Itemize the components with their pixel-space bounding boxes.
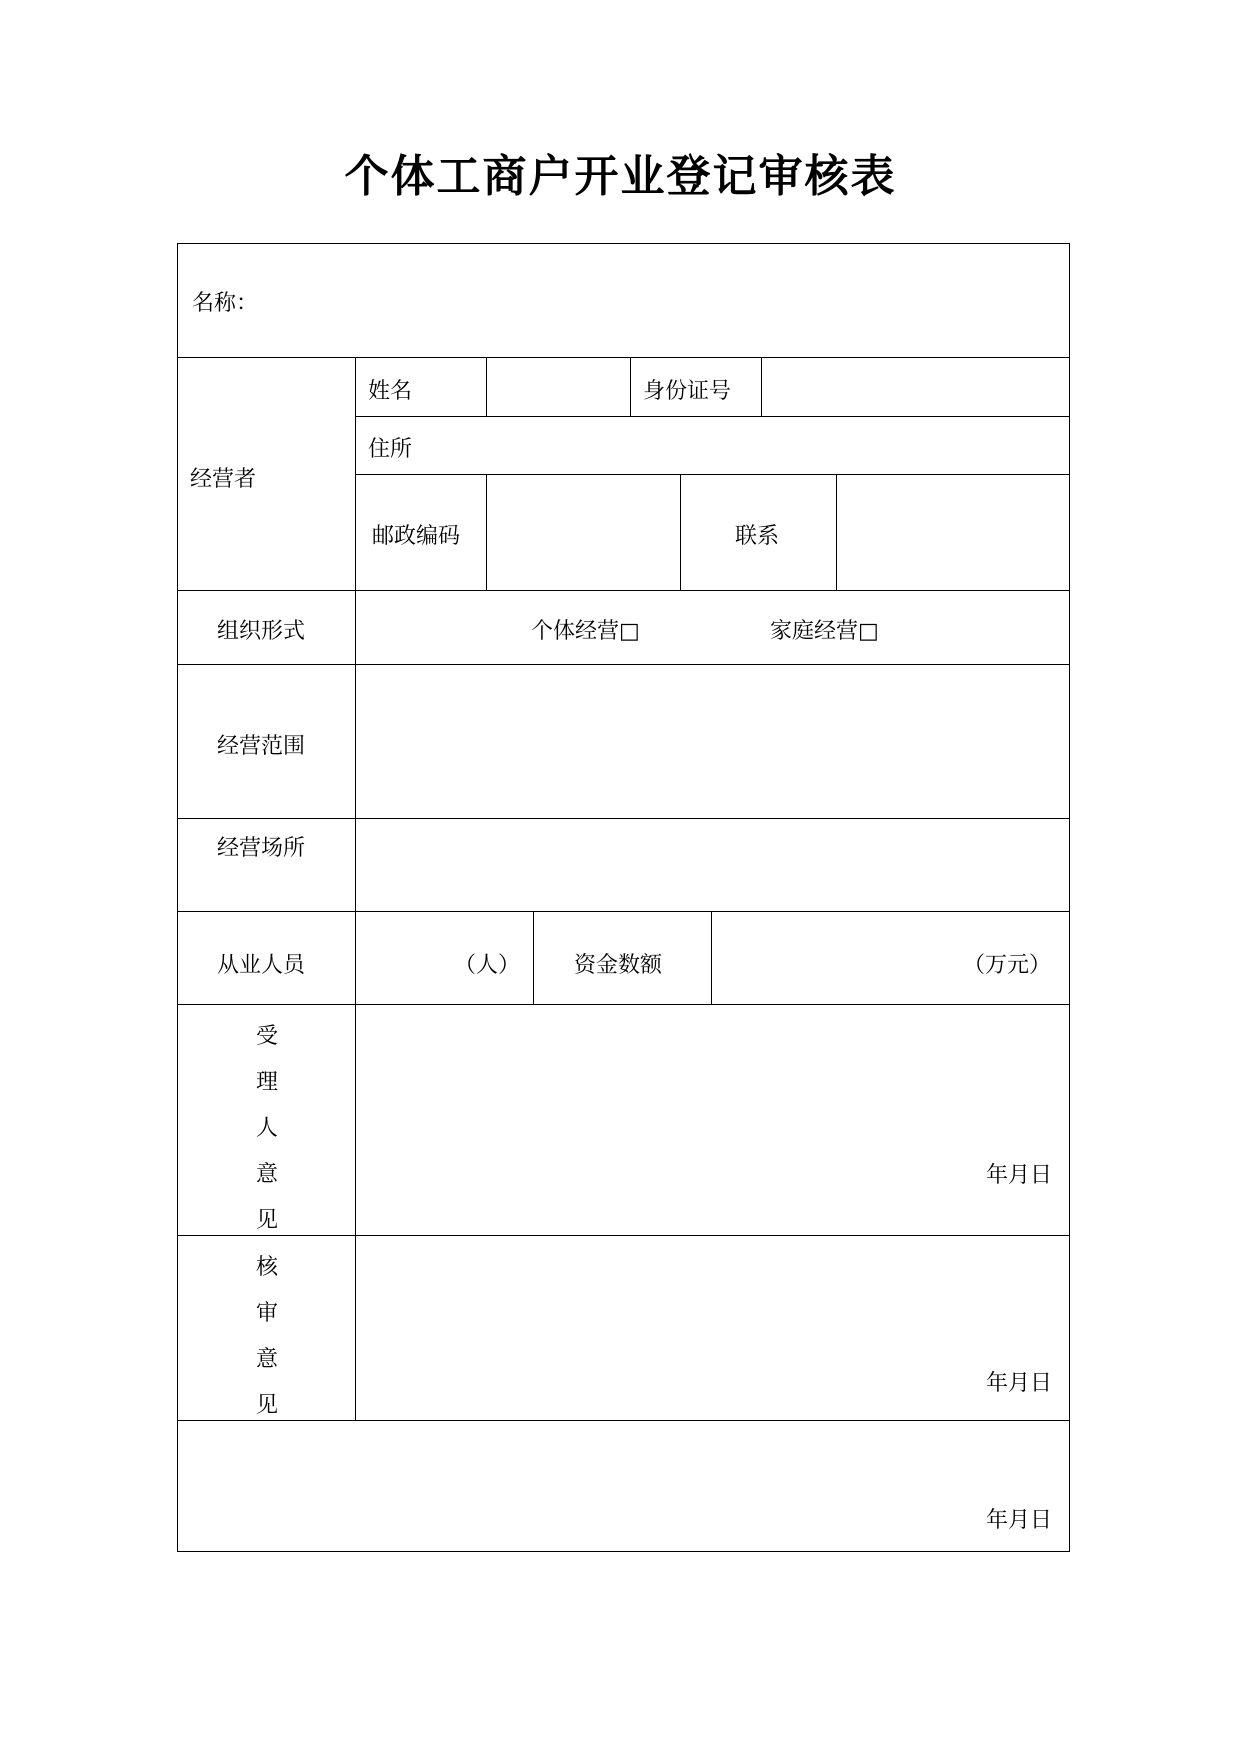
acceptor-opinion-char: 人 (255, 1116, 278, 1141)
postal-code-label: 邮政编码 (372, 524, 461, 549)
table-border-bottom (177, 1551, 1070, 1552)
cell-divider (630, 357, 631, 416)
acceptor-opinion-char: 见 (255, 1208, 278, 1233)
business-place-label: 经营场所 (217, 836, 306, 861)
table-border-left (177, 243, 178, 1552)
review-opinion-char: 审 (255, 1301, 278, 1326)
operator-label: 经营者 (190, 467, 257, 492)
employees-label: 从业人员 (217, 953, 306, 978)
id-number-label: 身份证号 (643, 379, 732, 404)
table-border-right (1069, 243, 1070, 1552)
row-divider (177, 357, 1069, 358)
name-label: 名称： (192, 291, 259, 316)
row-divider (177, 590, 1069, 591)
acceptor-opinion-char: 意 (255, 1162, 278, 1187)
page-title: 个体工商户开业登记审核表 (344, 151, 897, 202)
capital-label: 资金数额 (574, 953, 663, 978)
review-opinion-char: 见 (255, 1393, 278, 1418)
review-date-label: 年月日 (986, 1371, 1053, 1396)
row-divider (177, 664, 1069, 665)
row-divider (177, 1004, 1069, 1005)
business-scope-label: 经营范围 (217, 734, 306, 759)
employees-unit: （人） (453, 953, 520, 978)
row-divider (177, 911, 1069, 912)
review-opinion-char: 意 (255, 1347, 278, 1372)
org-form-family-option: 家庭经营□ (770, 619, 879, 644)
cell-divider (761, 357, 762, 416)
contact-label: 联系 (735, 524, 780, 549)
row-divider (177, 1420, 1069, 1421)
address-label: 住所 (368, 437, 413, 462)
row-divider (177, 818, 1069, 819)
acceptor-opinion-char: 理 (255, 1070, 278, 1095)
row-divider (355, 474, 1069, 475)
person-name-label: 姓名 (368, 379, 413, 404)
cell-divider (486, 357, 487, 416)
acceptor-date-label: 年月日 (986, 1163, 1053, 1188)
row-divider (355, 416, 1069, 417)
org-form-label: 组织形式 (217, 619, 306, 644)
final-date-label: 年月日 (986, 1508, 1053, 1533)
cell-divider (486, 474, 487, 590)
label-column-divider (355, 357, 356, 1421)
org-form-individual-option: 个体经营□ (531, 619, 640, 644)
cell-divider (680, 474, 681, 590)
table-border-top (177, 243, 1069, 244)
cell-divider (533, 911, 534, 1004)
acceptor-opinion-char: 受 (255, 1024, 278, 1049)
capital-unit: （万元） (962, 953, 1051, 978)
cell-divider (836, 474, 837, 590)
review-opinion-char: 核 (255, 1255, 278, 1280)
row-divider (177, 1235, 1069, 1236)
cell-divider (711, 911, 712, 1004)
